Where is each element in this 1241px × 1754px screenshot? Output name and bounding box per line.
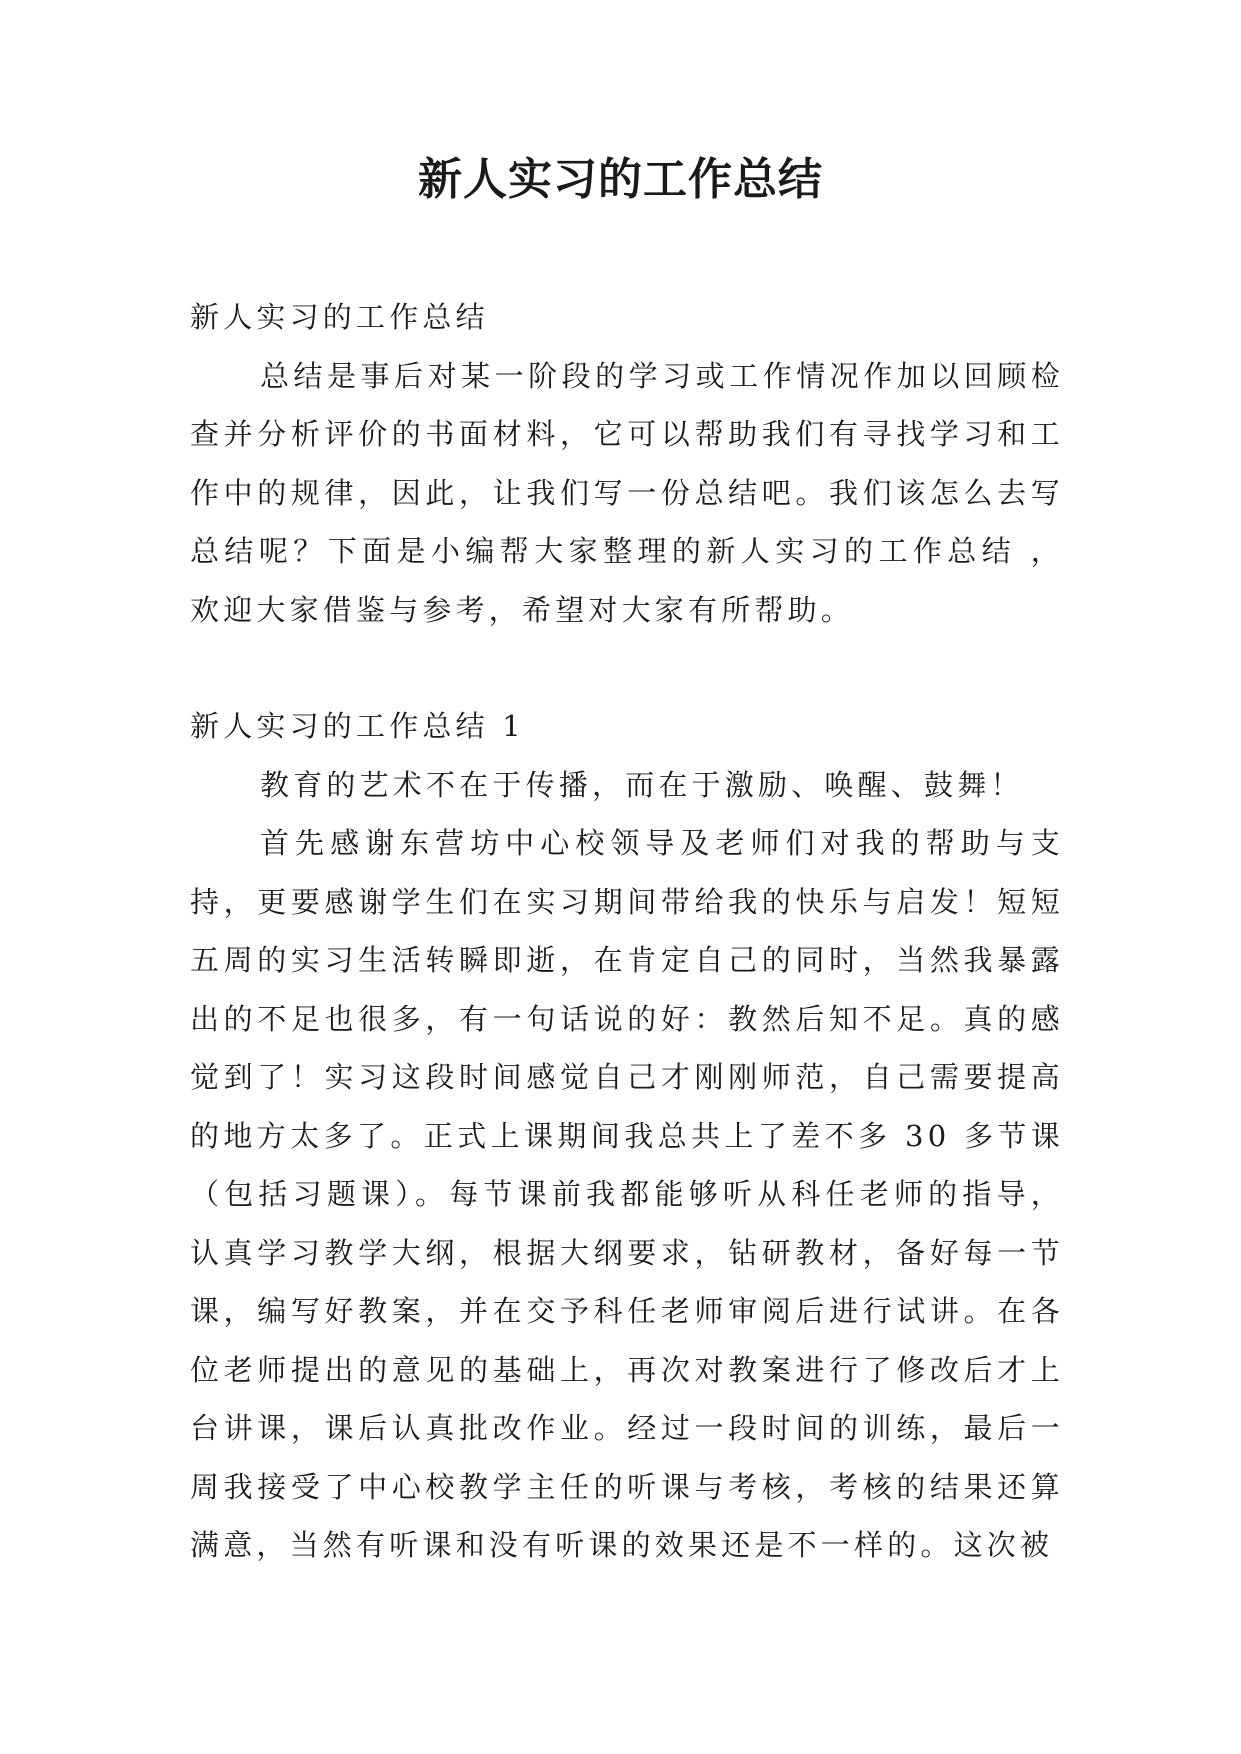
document-body — [190, 288, 1064, 1575]
section-heading: 新人实习的工作总结 1 — [190, 709, 525, 743]
document-subtitle: 新人实习的工作总结 — [190, 300, 489, 334]
body-paragraph: 首先感谢东营坊中心校领导及老师们对我的帮助与支持，更要感谢学生们在实习期间带给我的快乐与启发！短短五周的实习生活转瞬即逝，在肯定自己的同时，当然我暴露出的不足也很多，有一句话说的好：教然后知不足。真的感觉到了！实习这段时间感觉自己才刚刚师范，自己需要提高的地方太多了。正式上课期间我总共上了差不多 30 多节课（包括习题课）。每节课前我都能够听从科任老师的指导，认真学习教学大纲，根据大纲要求，钻研教材，备好每一节课，编写好教案，并在交予科任老师审阅后进行试讲。在各位老师提出的意见的基础上，再次对教案进行了修改后才上台讲课，课后认真批改作业。经过一段时间的训练，最后一周我接受了中心校教学主任的听课与考核，考核的结果还算满意，当然有听课和没有听课的效果还是不一样的。这次被 — [190, 826, 1064, 1562]
section-gap — [190, 639, 1064, 697]
quote-paragraph: 教育的艺术不在于传播，而在于激励、唤醒、鼓舞！ — [260, 767, 1024, 802]
intro-paragraph: 总结是事后对某一阶段的学习或工作情况作加以回顾检查并分析评价的书面材料，它可以帮助我们有寻找学习和工作中的规律，因此，让我们写一份总结吧。我们该怎么去写总结呢？下面是小编帮大家整理的新人实习的工作总结 ，欢迎大家借鉴与参考，希望对大家有所帮助。 — [190, 358, 1064, 627]
document-title: 新人实习的工作总结 — [418, 154, 823, 205]
